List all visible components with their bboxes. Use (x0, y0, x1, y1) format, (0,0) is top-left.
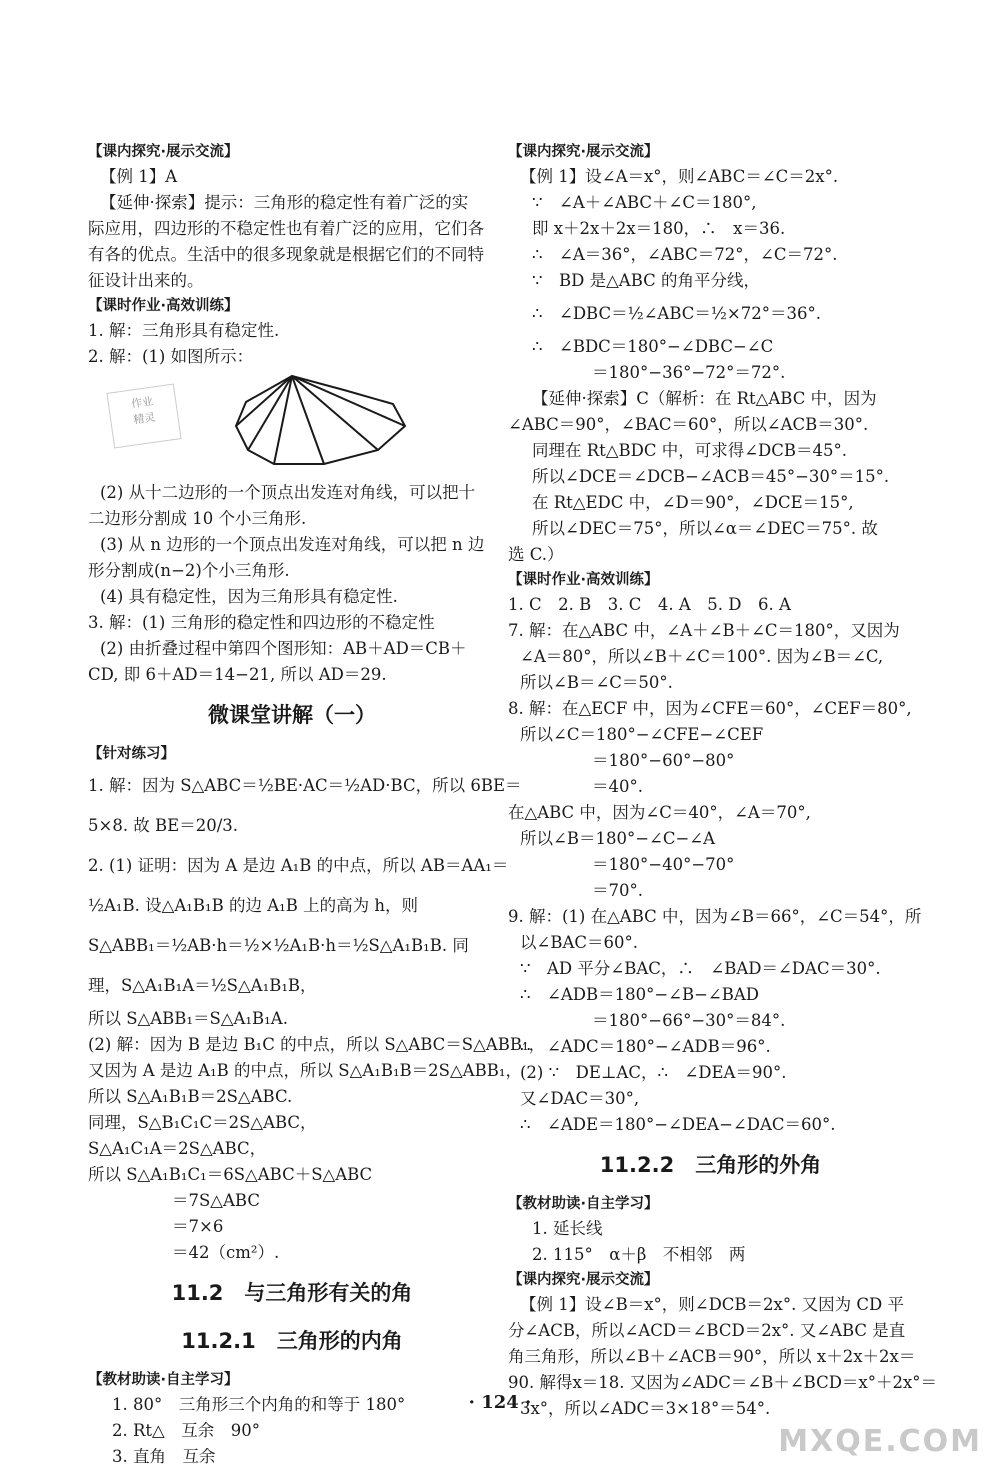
answer-line: 所以∠B＝180°−∠C−∠A (520, 829, 716, 848)
stamp-logo (106, 384, 181, 449)
answer-line: ＝180°−36°−72°＝72°. (592, 363, 786, 382)
section-header: 【课内探究·展示交流】 (508, 144, 659, 160)
section-header: 【教材助读·自主学习】 (88, 1372, 239, 1388)
answer-line: ∠A＝80°，所以∠B＋∠C＝100°. 因为∠B＝∠C, (520, 647, 884, 666)
subsection-title: 11.2.2 三角形的外角 (599, 1153, 822, 1177)
right-column (508, 140, 938, 1422)
answer-line: 又∠DAC＝30°, (520, 1089, 640, 1108)
answer-line: ∵ ∠A＋∠ABC＋∠C＝180°, (532, 193, 757, 212)
answer-line: ＝180°−40°−70° (592, 855, 735, 874)
section-header: 【课内探究·展示交流】 (88, 144, 239, 160)
subsection-title: 11.2.1 三角形的内角 (181, 1329, 403, 1353)
answer-line: 9. 解：(1) 在△ABC 中，因为∠B＝66°，∠C＝54°，所 (508, 907, 922, 926)
answer-line: 7. 解：在△ABC 中，∠A＋∠B＋∠C＝180°，又因为 (508, 621, 900, 640)
answer-line: 3. 直角 互余 (112, 1447, 216, 1466)
answer-line: 征设计出来的。 (88, 271, 204, 290)
answer-line: 1. C 2. B 3. C 4. A 5. D 6. A (508, 595, 791, 614)
answer-line: ∴ ∠BDC＝180°−∠DBC−∠C (532, 337, 774, 356)
answer-line: (2) 解：因为 B 是边 B₁C 的中点，所以 S△ABC＝S△ABB₁， (88, 1035, 546, 1054)
lesson-title: 微课堂讲解（一） (208, 703, 376, 727)
answer-line: 【例 1】设∠B＝x°，则∠DCB＝2x°. 又因为 CD 平 (520, 1295, 904, 1314)
section-header: 【课时作业·高效训练】 (88, 298, 239, 314)
stamp-text: 精灵 (132, 410, 157, 427)
answer-line: ∴ ∠ADE＝180°−∠DEA−∠DAC＝60°. (520, 1115, 836, 1134)
answer-line: ＝7×6 (172, 1217, 224, 1236)
answer-line: 所以∠C＝180°−∠CFE−∠CEF (520, 725, 764, 744)
answer-line: ＝42（cm²）. (172, 1243, 280, 1262)
answer-line: 同理，S△B₁C₁C＝2S△ABC， (88, 1113, 317, 1132)
answer-line: 在△ABC 中，因为∠C＝40°，∠A＝70°, (508, 803, 811, 822)
answer-line: 1. 80° 三角形三个内角的和等于 180° (112, 1395, 406, 1414)
answer-line: 2. 解：(1) 如图所示： (88, 347, 254, 366)
answer-line: 90. 解得x＝18. 又因为∠ADC＝∠B＋∠BCD＝x°＋2x°＝ (508, 1373, 938, 1392)
answer-line: 1. 解：三角形具有稳定性. (88, 321, 280, 340)
answer-line: 所以∠DEC＝75°，所以∠α＝∠DEC＝75°. 故 (532, 519, 878, 538)
answer-line: 2. Rt△ 互余 90° (112, 1421, 260, 1440)
answer-line: 5×8. 故 BE＝20/3. (88, 816, 239, 835)
answer-line: 角三角形，所以∠B＋∠ACB＝90°，所以 x＋2x＋2x＝ (508, 1347, 916, 1366)
stamp-text: 作业 (130, 394, 154, 411)
answer-line: 【例 1】A (100, 167, 178, 186)
answer-line: 即 x＋2x＋2x＝180，∴ x＝36. (532, 219, 786, 238)
answer-line: ＝7S△ABC (172, 1191, 260, 1210)
answer-line: 1. 延长线 (532, 1219, 603, 1238)
answer-line: (2) 由折叠过程中第四个图形知：AB＋AD＝CB＋ (100, 639, 467, 658)
section-header: 【课内探究·展示交流】 (508, 1272, 659, 1288)
answer-line: 又因为 A 是边 A₁B 的中点，所以 S△A₁B₁B＝2S△ABB₁， (88, 1061, 522, 1080)
answer-line: ∴ ∠A＝36°，∠ABC＝72°，∠C＝72°. (532, 245, 838, 264)
answer-line: S△A₁C₁A＝2S△ABC， (88, 1139, 267, 1158)
answer-line: 2. 115° α＋β 不相邻 两 (532, 1245, 746, 1264)
answer-line: ∴ ∠DBC＝½∠ABC＝½×72°＝36°. (532, 304, 821, 323)
answer-line: ∴ ∠ADB＝180°−∠B−∠BAD (520, 985, 760, 1004)
answer-line: 【延伸·探索】C（解析：在 Rt△ABC 中，因为 (532, 389, 877, 408)
answer-line: 【例 1】设∠A＝x°，则∠ABC＝∠C＝2x°. (520, 167, 839, 186)
section-header: 【教材助读·自主学习】 (508, 1196, 659, 1212)
answer-line: 形分割成(n−2)个小三角形. (88, 561, 290, 580)
answer-line: 在 Rt△EDC 中，∠D＝90°，∠DCE＝15°, (532, 493, 854, 512)
answer-line: 选 C.） (508, 545, 564, 564)
answer-line: 所以 S△A₁B₁B＝2S△ABC. (88, 1087, 293, 1106)
answer-line: ∵ BD 是△ABC 的角平分线， (532, 271, 761, 290)
answer-line: 所以 S△A₁B₁C₁＝6S△ABC＋S△ABC (88, 1165, 373, 1184)
answer-line: 所以 S△ABB₁＝S△A₁B₁A. (88, 1009, 288, 1028)
answer-line: (2) 从十二边形的一个顶点出发连对角线，可以把十 (100, 483, 476, 502)
polygon-figure (88, 370, 496, 480)
answer-line: 分∠ACB，所以∠ACD＝∠BCD＝2x°. 又∠ABC 是直 (508, 1321, 906, 1340)
answer-line: ∠ABC＝90°，∠BAC＝60°，所以∠ACB＝30°. (508, 415, 869, 434)
answer-line: (4) 具有稳定性，因为三角形具有稳定性. (100, 587, 398, 606)
answer-line: ∴ ∠ADC＝180°−∠ADB＝96°. (520, 1037, 771, 1056)
answer-line: 际应用，四边形的不稳定性也有着广泛的应用，它们各 (88, 219, 484, 238)
answer-line: 3. 解：(1) 三角形的稳定性和四边形的不稳定性 (88, 613, 435, 632)
answer-line: ＝180°−66°−30°＝84°. (592, 1011, 786, 1030)
answer-line: ∵ AD 平分∠BAC，∴ ∠BAD＝∠DAC＝30°. (520, 959, 881, 978)
answer-line: CD, 即 6＋AD＝14−21, 所以 AD＝29. (88, 665, 387, 684)
answer-line: 有各的优点。生活中的很多现象就是根据它们的不同特 (88, 245, 484, 264)
answer-line: ＝70°. (592, 881, 643, 900)
answer-line: 8. 解：在△ECF 中，因为∠CFE＝60°，∠CEF＝80°, (508, 699, 912, 718)
answer-line: S△ABB₁＝½AB·h＝½×½A₁B·h＝½S△A₁B₁B. 同 (88, 936, 469, 955)
watermark: MXQE.COM (778, 1424, 982, 1459)
answer-line: (2) ∵ DE⊥AC，∴ ∠DEA＝90°. (520, 1063, 787, 1082)
section-header: 【针对练习】 (88, 746, 175, 762)
answer-line: 【延伸·探索】提示：三角形的稳定性有着广泛的实 (100, 193, 469, 212)
answer-line: 二边形分割成 10 个小三角形. (88, 509, 307, 528)
section-title: 11.2 与三角形有关的角 (171, 1281, 413, 1305)
answer-line: 所以∠B＝∠C＝50°. (520, 673, 673, 692)
section-header: 【课时作业·高效训练】 (508, 572, 659, 588)
answer-line: 以∠BAC＝60°. (520, 933, 638, 952)
answer-line: 2. (1) 证明：因为 A 是边 A₁B 的中点，所以 AB＝AA₁＝ (88, 856, 509, 875)
answer-line: 所以∠DCE＝∠DCB−∠ACB＝45°−30°＝15°. (532, 467, 890, 486)
answer-line: 1. 解：因为 S△ABC＝½BE·AC＝½AD·BC，所以 6BE＝ (88, 776, 522, 795)
answer-line: (3) 从 n 边形的一个顶点出发连对角线，可以把 n 边 (100, 535, 485, 554)
answer-line: 3x°，所以∠ADC＝3×18°＝54°. (520, 1399, 771, 1418)
answer-line: ＝180°−60°−80° (592, 751, 735, 770)
answer-line: 理，S△A₁B₁A＝½S△A₁B₁B， (88, 976, 317, 995)
answer-line: ½A₁B. 设△A₁B₁B 的边 A₁B 上的高为 h，则 (88, 896, 418, 915)
page-number: · 124 · (468, 1392, 532, 1413)
answer-line: 同理在 Rt△BDC 中，可求得∠DCB＝45°. (532, 441, 848, 460)
answer-line: ＝40°. (592, 777, 643, 796)
